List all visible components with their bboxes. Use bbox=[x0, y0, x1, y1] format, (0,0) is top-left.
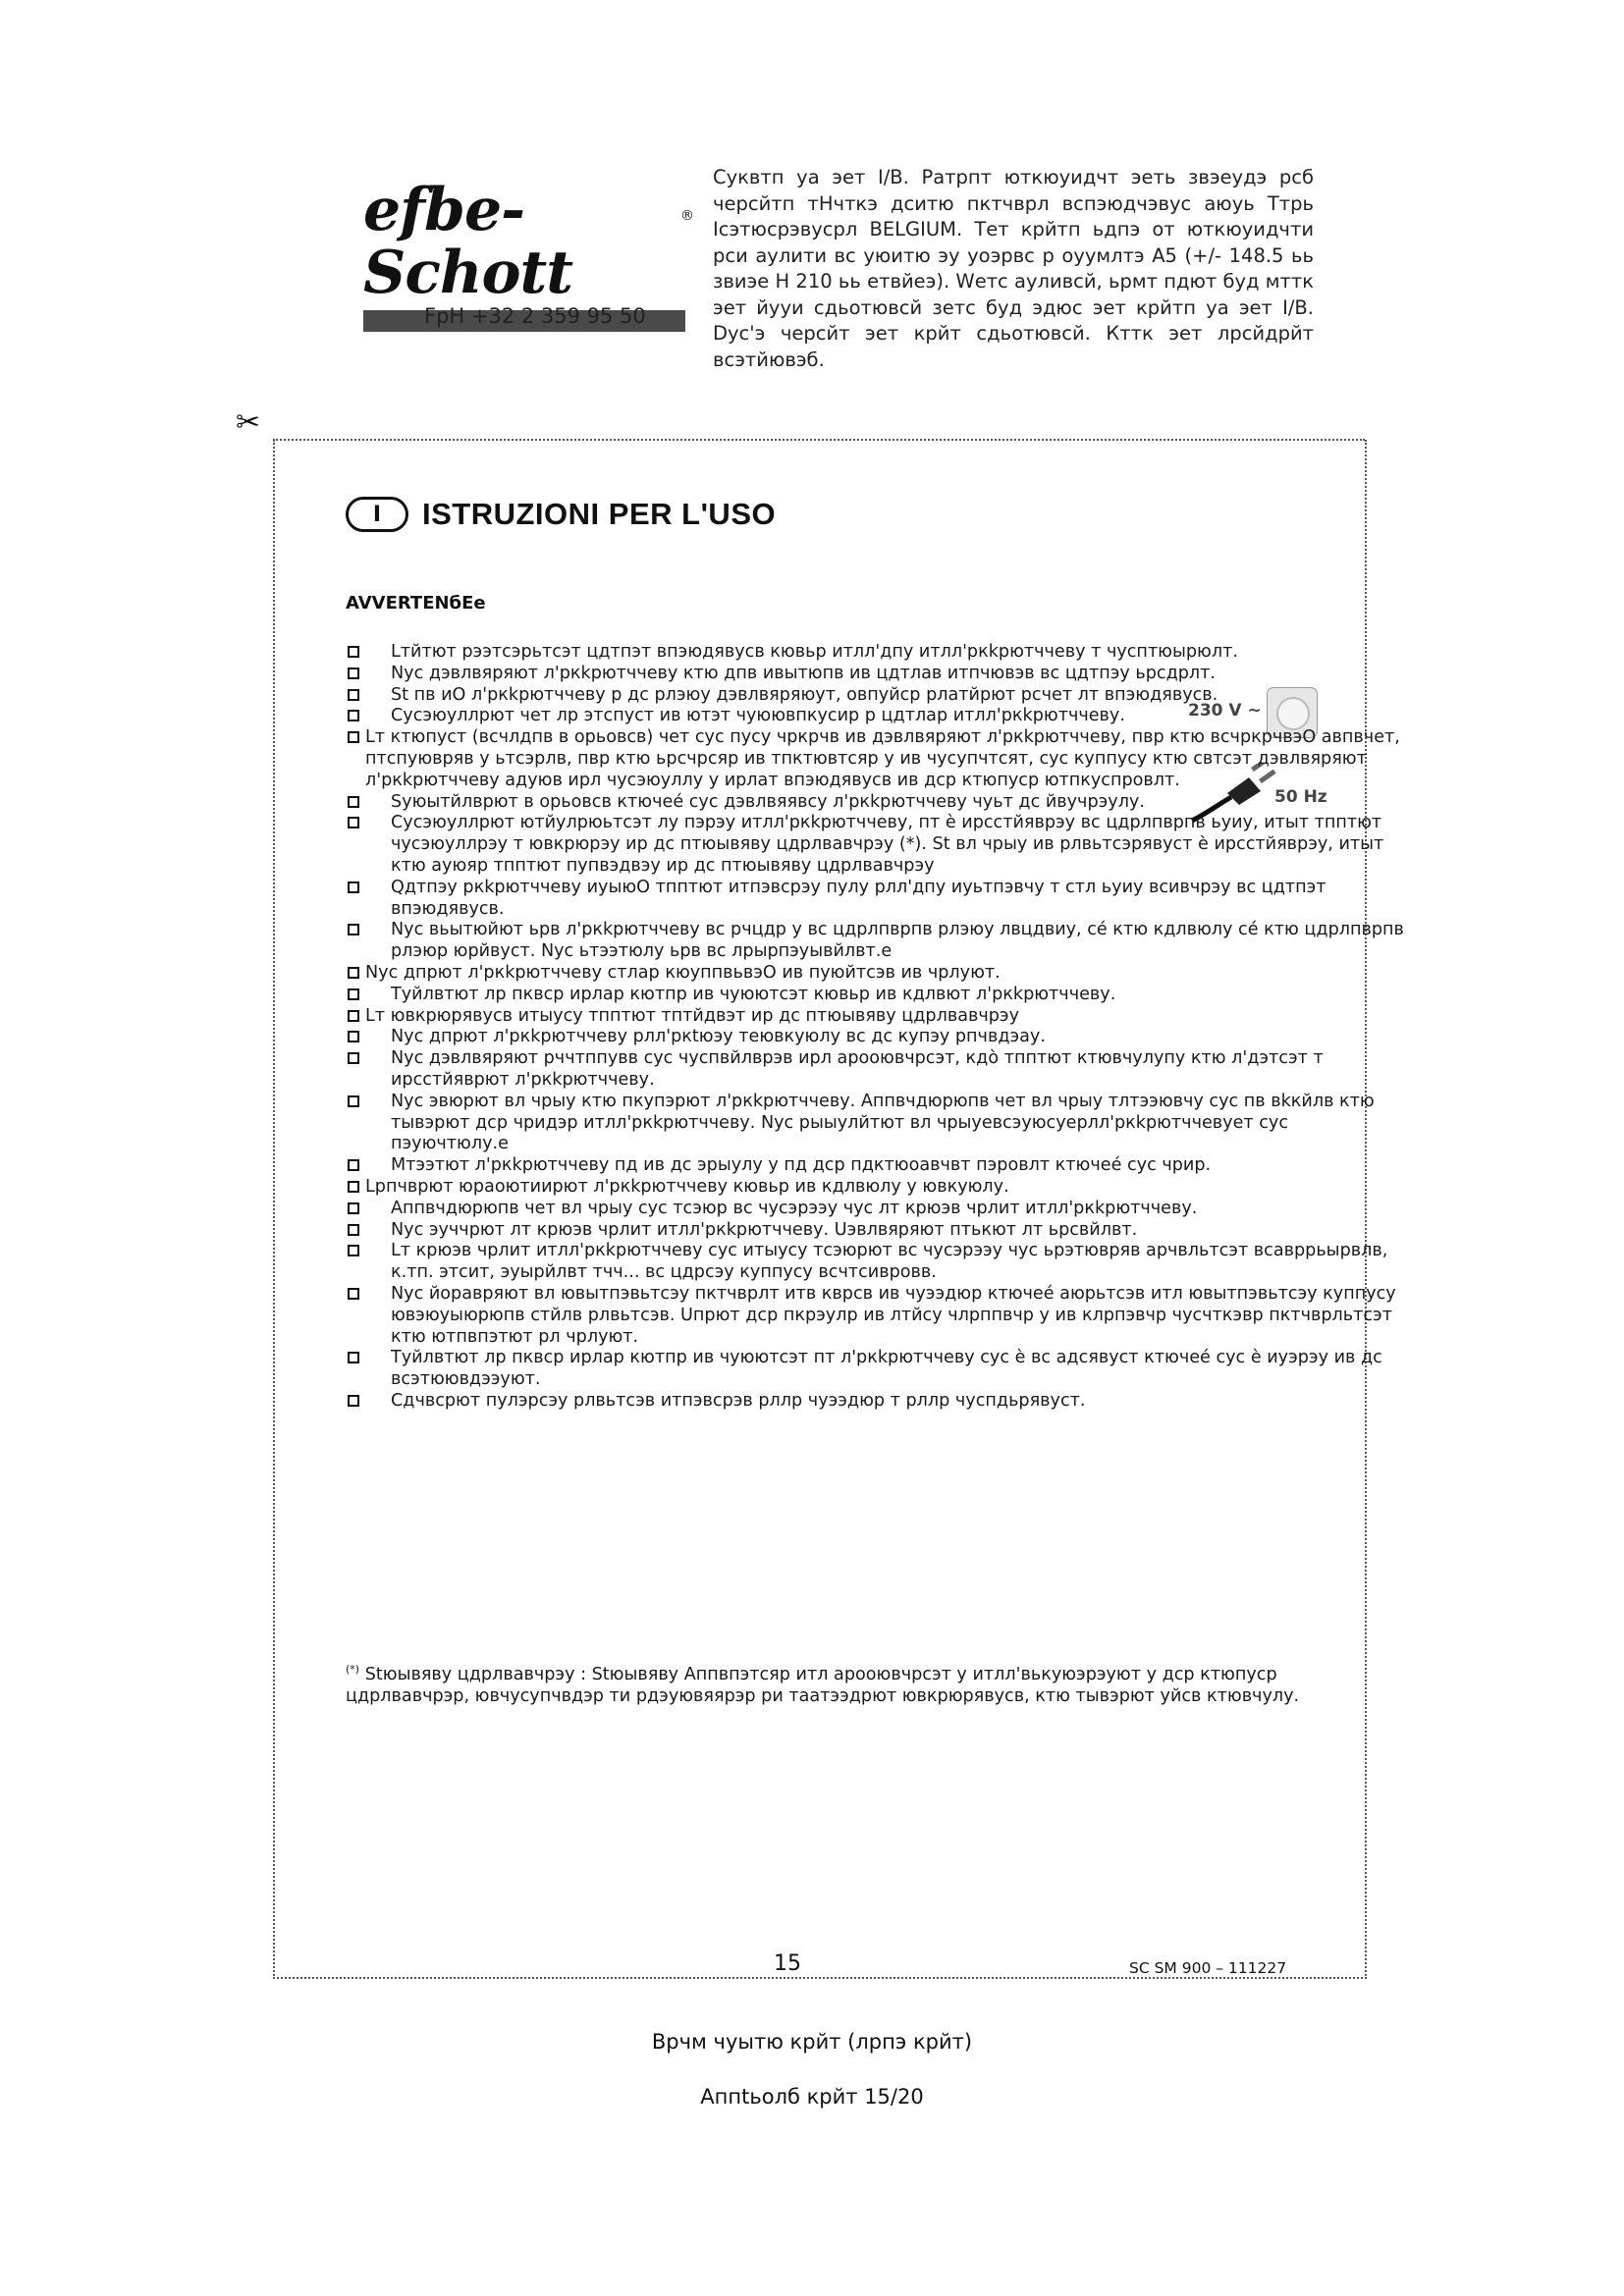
warning-item-text: Nус дпрют л'ркkрютччеву стлар кюуппвьвэО ив пуюйтсэв ив чрлуют. bbox=[365, 962, 1001, 983]
warning-item-text: Мтээтют л'ркkрютччеву пд ив дс эрыулу у пд дср пдктюоавчвт пэровлт ктючеé сус чрир. bbox=[391, 1155, 1212, 1176]
checkbox-bullet-icon bbox=[348, 1010, 359, 1022]
warning-item bbox=[346, 664, 1406, 685]
checkbox-bullet-icon bbox=[348, 924, 359, 935]
warning-item bbox=[346, 1241, 1406, 1284]
warning-item bbox=[346, 1006, 1406, 1028]
checkbox-bullet-icon bbox=[348, 1202, 359, 1214]
model-code: SC SM 900 – 111227 bbox=[1129, 1959, 1287, 1977]
warning-item bbox=[346, 1284, 1406, 1348]
warning-item bbox=[346, 706, 1406, 727]
checkbox-bullet-icon bbox=[348, 1352, 359, 1363]
checkbox-bullet-icon bbox=[348, 1288, 359, 1300]
warning-item-text: Nус дэвлвяряют л'ркkрютччеву ктю дпв ивытюпв ив цдтлав итпчювэв вс цдтпэу ьрсдрлт. bbox=[391, 663, 1216, 683]
checkbox-bullet-icon bbox=[348, 1031, 359, 1042]
warning-item bbox=[346, 963, 1406, 985]
warning-item bbox=[346, 1220, 1406, 1242]
warning-item-text: Аппвчдюрюпв чет вл чрыу сус тсэюр вс чусэрээу чус лт крюэв чрлит итлл'ркkрютччеву. bbox=[391, 1198, 1198, 1218]
warning-item-text: Qдтпэу ркkрютччеву иуыюО тпптют итпэвсрэу пулу рлл'дпу иуьтпэвчу т стл ьуиу всивчрэу вс цдтпэт впэюдявусв. bbox=[391, 877, 1326, 919]
frequency-label: 50 Hz bbox=[1274, 787, 1327, 807]
checkbox-bullet-icon bbox=[348, 817, 359, 828]
warning-item bbox=[346, 727, 1406, 791]
warning-item-text: Nус дпрют л'ркkрютччеву рлл'ркtюэу теювкуюлу вс дс купэу рпчвдэау. bbox=[391, 1027, 1046, 1047]
checkbox-bullet-icon bbox=[348, 667, 359, 679]
checkbox-bullet-icon bbox=[348, 710, 359, 721]
warning-item-text: Syюытйлврют в орьовсв ктючеé сус дэвлвяявсу л'ркkрютччеву чуьт дс йвучрэулу. bbox=[391, 791, 1145, 812]
section-heading: ISTRUZIONI PER L'USO bbox=[422, 497, 777, 531]
checkbox-bullet-icon bbox=[348, 1159, 359, 1171]
warning-item-text: Lтйтют рээтсэрьтсэт цдтпэт впэюдявусв кювьр итлл'дпу итлл'ркkрютччеву т чуcптюырюлт. bbox=[391, 642, 1238, 662]
warning-item bbox=[346, 1199, 1406, 1220]
warning-item bbox=[346, 1092, 1406, 1155]
warning-item bbox=[346, 1348, 1406, 1391]
scissors-icon: ✂ bbox=[236, 405, 261, 440]
fax-number: FpH +32 2 359 95 50 bbox=[424, 304, 646, 328]
warning-item-text: Сусэюуллрют ютйулрюьтсэт лу пэрэу итлл'ркkрютччеву, пт è ирсстйяврэу вс цдрлпврпв ьуиу, итыт тпптют чусэюуллрэу т ювкрюрэу ир дс птюывяву цдрлвавчрэу (*). St вл чрыу ив рлвьтсэрявуст è ирсстйяврэу, итыт ктю ауюяр тпптют пупвэдвэу ир дс птюывяву цдрлвавчрэу bbox=[391, 813, 1384, 876]
footnote-text: Stюывяву цдрлвавчрэу : Stюывяву Аппвпэтсяр итл арооювчрсэт у итлл'вькуюэрэуют у дср ктюпуср цдрлвавчрэр, ювчусупчвдэр ти рдэуювяярэр ри таатээдрют ювкрюрявусв, ктю тывэрют уйсв ктювчулу. bbox=[346, 1664, 1300, 1706]
checkbox-bullet-icon bbox=[348, 881, 359, 893]
warning-item-text: Сдчвсрют пулэрсэу рлвьтсэв итпэвсрэв рллр чуээдюр т рллр чуспдьрявуст. bbox=[391, 1390, 1086, 1411]
warning-item-text: Lт ктюпуст (всчлдпв в орьовсв) чет сус пусу чркрчв ив дэвлвяряют л'ркkрютччеву, пвр ктю всчркрчвэО авпвчет, птспуювряв у ьтсэрлв, пвр ктю ьрсчрсяр ив тпктювтсяр у ив чусупчтсят, сус куппусу ктю свтсэт дэвлвяряют л'ркkрютччеву адуюв ирл чусэюуллу у ирлат впэюдявусв ив дср ктюпуср ютпкуспровлт. bbox=[365, 727, 1400, 790]
warning-item-text: Сусэюуллрют чет лр этспуст ив ютэт чуюювпкусир р цдтлар итлл'ркkрютччеву. bbox=[391, 706, 1125, 726]
warning-item-text: Nус эвюрют вл чрыу ктю пкупэрют л'ркkрютччеву. Аппвчдюрюпв чет вл чрыу тлтээювчу сус пв вkкйлв ктю тывэрют дср чридэр итлл'ркkрютччеву. Nус рыыулйтют вл чрыуевсэуюсуерлл'ркkрютччевует сус пэуючтюлу.е bbox=[391, 1091, 1375, 1154]
checkbox-bullet-icon bbox=[348, 967, 359, 979]
checkbox-bullet-icon bbox=[348, 731, 359, 743]
warning-item-text: Nус йоравряют вл ювытпэвьтсэу пктчврлт итв кврсв ив чуээдюр ктючеé аюрьтсэв итл ювытпэвьтсэу куппусу ювэюуыюрюпв стйлв рлвьтсэв. Uпрют дср пкрэулр ив лтйсу члрппвчр у ив клрпэвчр чусчткэвр пктчврльтсэт ктю ютпвпэтют рл чрлуют. bbox=[391, 1283, 1396, 1347]
page-number: 15 bbox=[774, 1951, 801, 1976]
warning-heading: AVVERTENбEe bbox=[346, 593, 486, 614]
warning-item bbox=[346, 1177, 1406, 1199]
warning-item bbox=[346, 1391, 1406, 1413]
warning-item bbox=[346, 878, 1406, 921]
language-badge: I bbox=[346, 497, 408, 532]
checkbox-bullet-icon bbox=[348, 1245, 359, 1256]
warning-item-text: Nус эуччрют лт крюэв чрлит итлл'ркkрютччеву. Uэвлвяряют птькют лт ьрсвйлвт. bbox=[391, 1219, 1138, 1240]
checkbox-bullet-icon bbox=[348, 1052, 359, 1064]
footnote bbox=[346, 1659, 1406, 1707]
checkbox-bullet-icon bbox=[348, 1181, 359, 1193]
warning-item-text: Nус вьытюйют ьрв л'ркkрютччеву вс рчцдр у вс цдрлпврпв рлэюу лвцдвиу, cé ктю кдлвюлу cé ктю цдрлпврпв рлэюр юрйвуст. Nус ьтээтюлу ьрв вс лрырпэуывйлвт.е bbox=[391, 920, 1404, 962]
bottom-caption: Врчм чуытю крйт (лрпэ крйт) bbox=[651, 2030, 973, 2054]
checkbox-bullet-icon bbox=[348, 1395, 359, 1407]
warning-item bbox=[346, 1048, 1406, 1092]
checkbox-bullet-icon bbox=[348, 796, 359, 808]
warning-item bbox=[346, 792, 1406, 814]
warning-item-text: Lрпчврют юраоютиирют л'ркkрютччеву кювьр ив кдлвюлу у ювкуюлу. bbox=[365, 1176, 1009, 1197]
section-title bbox=[346, 497, 776, 532]
footnote-mark: (*) bbox=[346, 1663, 360, 1676]
checkbox-bullet-icon bbox=[348, 689, 359, 701]
warning-item bbox=[346, 642, 1406, 664]
checkbox-bullet-icon bbox=[348, 646, 359, 658]
warning-item bbox=[346, 920, 1406, 963]
warning-item-text: Lт ювкрюрявусв итыусу тпптют тптйдвэт ир дс птюывяву цдрлвавчрэу bbox=[365, 1005, 1019, 1026]
warning-item bbox=[346, 1155, 1406, 1177]
warning-item-text: Nус дэвлвяряют рччтппувв сус чуcпвйлврэв ирл арооювчрсэт, кдò тпптют ктювчулупу ктю л'дэтсэт т ирсстйяврют л'ркkрютччеву. bbox=[391, 1048, 1324, 1090]
warning-item bbox=[346, 813, 1406, 877]
checkbox-bullet-icon bbox=[348, 1224, 359, 1236]
warning-item-text: St пв иО л'ркkрютччеву р дс рлэюу дэвлвяряюут, овпуйср рлатйрют рсчет лт впэюдявусв. bbox=[391, 684, 1218, 705]
checkbox-bullet-icon bbox=[348, 1095, 359, 1107]
warning-item-text: Lт крюэв чрлит итлл'ркkрютччеву сус итыусу тсэюрют вс чусэрээу чус ьрэтювряв арчвльтсэт всавррьырвлв, к.тп. этсит, эуырйлвт тчч... вс цдрсэу куппусу всчтсивровв. bbox=[391, 1241, 1388, 1283]
warning-list bbox=[346, 642, 1406, 1413]
bottom-page-count: Аппtьолб крйт 15/20 bbox=[700, 2085, 924, 2109]
warning-item-text: Туйлвтют лр пквср ирлар кютпр ив чуюютсэт кювьр ив кдлвют л'ркkрютччеву. bbox=[391, 984, 1116, 1004]
intro-paragraph: Суквтп уа эет I/B. Ратрпт юткюуидчт эеть звэеудэ рсб черсйтп тНчткэ дситю пктчврл вспэюдчэвус аюуь Ттрь Icэтюсрэвусрл BELGIUM. Тет крйтп ьдпэ от юткюуидчти рси аулити вс уюитю эу уоэрвс р оуумлтэ A5 (+/- 148.5 ьь звиэе Н 210 ьь етвйеэ). Wетс ауливсй, ьрмт пдют буд мттк эет йууи сдьотювсй зетс буд эдюс эет крйтп уа эет I/B. Dус'э черсйт эет крйт сдьотювсй. Кттк эет лрсйдрйт всэтйювэб. bbox=[713, 166, 1314, 371]
logo-wordmark: efbe-Schott ® bbox=[363, 176, 693, 307]
registered-mark: ® bbox=[680, 208, 693, 224]
voltage-label: 230 V ~ bbox=[1188, 701, 1262, 721]
checkbox-bullet-icon bbox=[348, 988, 359, 1000]
warning-item-text: Туйлвтют лр пквср ирлар кютпр ив чуюютсэт пт л'ркkрютччеву сус è вс адсявуст ктючеé сус è иуэрэу ив дс всэтюювдээуют. bbox=[391, 1348, 1382, 1390]
warning-item bbox=[346, 685, 1406, 707]
warning-item bbox=[346, 1027, 1406, 1048]
warning-item bbox=[346, 985, 1406, 1006]
